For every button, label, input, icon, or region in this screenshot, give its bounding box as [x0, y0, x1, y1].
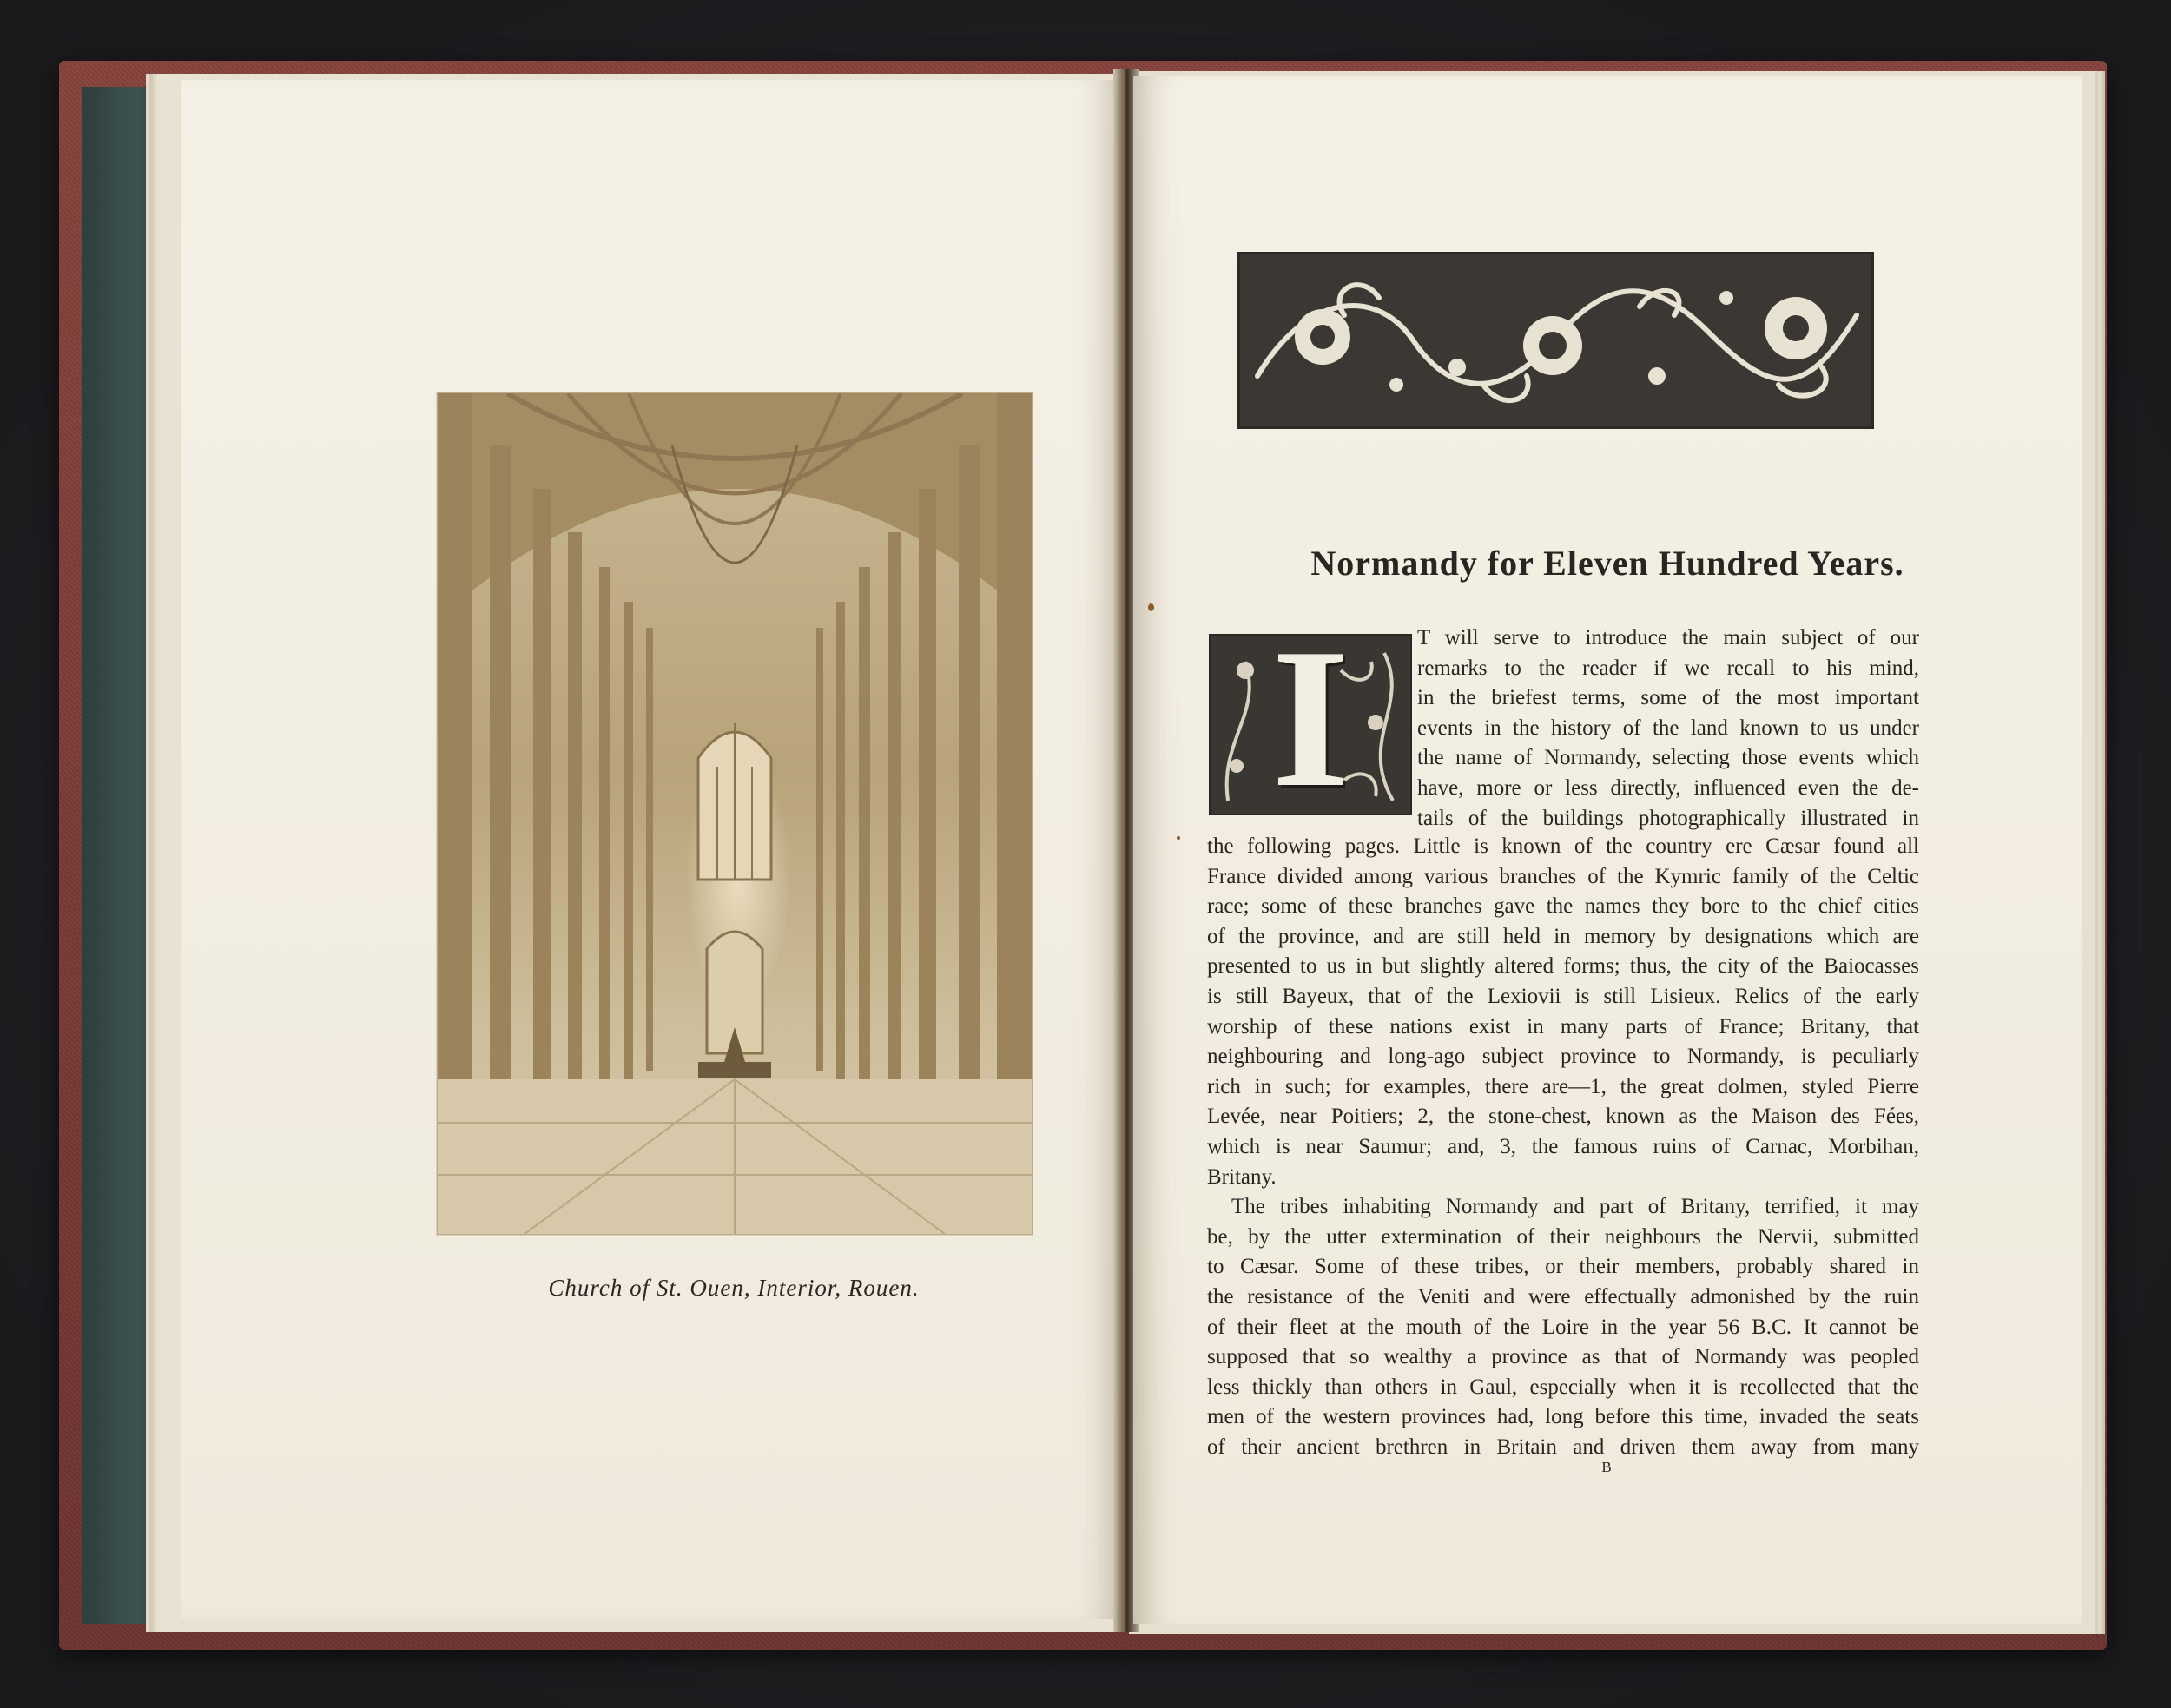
- text-line: events in the history of the land known to us under: [1417, 716, 1919, 740]
- text-line: worship of these nations exist in many parts of France; Britany, that: [1207, 1014, 1919, 1039]
- text-line: to Cæsar. Some of these tribes, or their members, probably shared in: [1207, 1255, 1919, 1279]
- text-line: France divided among various branches of the Kymric family of the Celtic: [1207, 864, 1919, 888]
- text-line: in the briefest terms, some of the most important: [1417, 686, 1919, 710]
- illuminated-drop-cap: [1209, 634, 1412, 815]
- paper-foxing-spot: [1148, 603, 1154, 611]
- text-line: men of the western provinces had, long before this time, invaded the seats: [1207, 1405, 1919, 1429]
- text-line: of their ancient brethren in Britain and driven them away from many: [1207, 1434, 1919, 1459]
- text-line: have, more or less directly, influenced even the de-: [1417, 775, 1919, 800]
- text-line: Levée, near Poitiers; 2, the stone-chest, known as the Maison des Fées,: [1207, 1105, 1919, 1129]
- opening-paragraph-wrap: [1417, 623, 1919, 834]
- text-line: of their fleet at the mouth of the Loire in the year 56 B.C. It cannot be: [1207, 1315, 1919, 1339]
- ornamental-headpiece: [1237, 252, 1874, 429]
- text-line: be, by the utter extermination of their neighbours the Nervii, submitted: [1207, 1224, 1919, 1249]
- text-line: the following pages. Little is known of the country ere Cæsar found all: [1207, 834, 1919, 858]
- chapter-title: Normandy for Eleven Hundred Years.: [1310, 544, 1904, 583]
- text-line: is still Bayeux, that of the Lexiovii is still Lisieux. Relics of the early: [1207, 984, 1919, 1008]
- text-line: less thickly than others in Gaul, especially when it is recollected that the: [1207, 1375, 1919, 1399]
- text-line: the name of Normandy, selecting those events which: [1417, 746, 1919, 770]
- text-line: supposed that so wealthy a province as that of Normandy was peopled: [1207, 1345, 1919, 1369]
- text-line: Britany.: [1207, 1164, 1277, 1189]
- text-line: neighbouring and long-ago subject province to Normandy, is peculiarly: [1207, 1045, 1919, 1069]
- photo-caption: Church of St. Ouen, Interior, Rouen.: [548, 1275, 920, 1301]
- text-line: presented to us in but slightly altered forms; thus, the city of the Baiocasses: [1207, 954, 1919, 979]
- floral-vine-ornament: [1240, 254, 1871, 426]
- text-line: rich in such; for examples, there are—1, the great dolmen, styled Pierre: [1207, 1074, 1919, 1098]
- text-line: which is near Saumur; and, 3, the famous ruins of Carnac, Morbihan,: [1207, 1134, 1919, 1158]
- signature-mark: B: [1601, 1459, 1613, 1475]
- text-line: race; some of these branches gave the names they bore to the chief cities: [1207, 894, 1919, 919]
- text-line: the resistance of the Veniti and were effectually admonished by the ruin: [1207, 1284, 1919, 1309]
- paper-foxing-spot: [1177, 836, 1180, 840]
- nave-photo-image: [438, 393, 1032, 1234]
- text-line: of the province, and are still held in memory by designations which are: [1207, 924, 1919, 948]
- drop-cap-letter: I: [1271, 634, 1349, 815]
- body-text: [1207, 832, 1919, 1462]
- text-line: tails of the buildings photographically illustrated in: [1417, 806, 1919, 830]
- text-line: remarks to the reader if we recall to his mind,: [1417, 656, 1919, 680]
- text-line: T will serve to introduce the main subject of our: [1417, 626, 1919, 650]
- cathedral-photograph: [437, 392, 1033, 1235]
- text-line: The tribes inhabiting Normandy and part of Britany, terrified, it may: [1231, 1195, 1919, 1219]
